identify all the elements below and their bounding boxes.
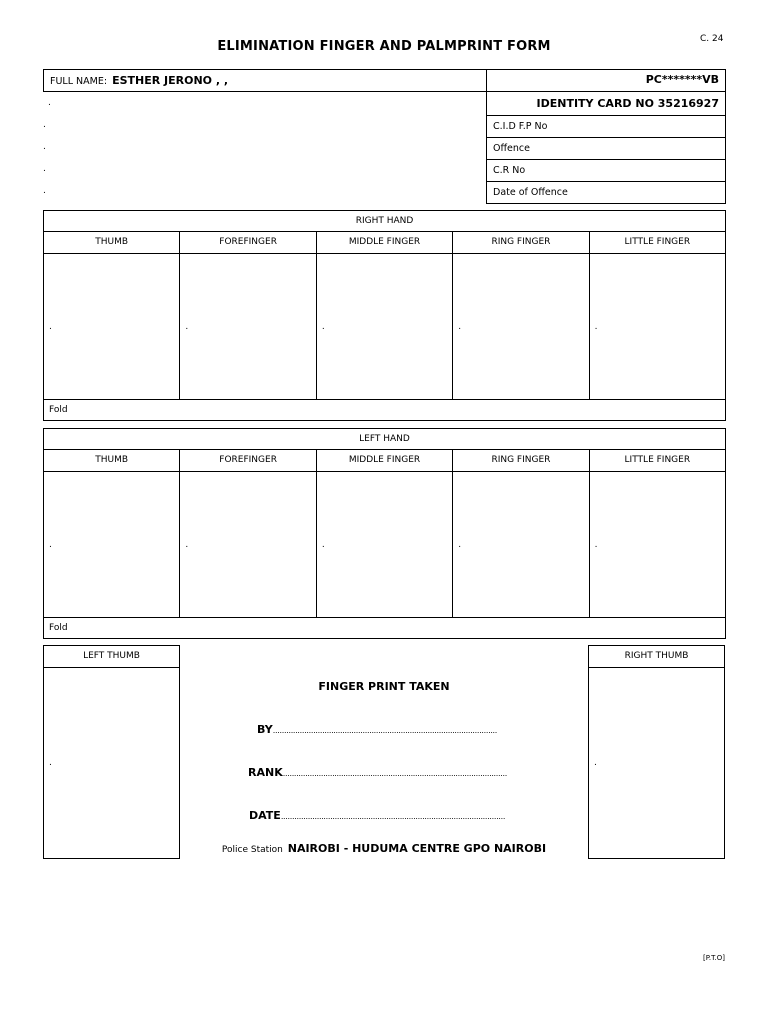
- offence-field: Offence: [486, 138, 726, 160]
- left-hand-title: LEFT HAND: [44, 429, 725, 450]
- by-dots: ....................................................................................................: [272, 726, 498, 735]
- blank-mark: .: [458, 322, 462, 332]
- full-name-field: [43, 69, 487, 92]
- date-of-offence-field: Date of Offence: [486, 182, 726, 204]
- left-hand-table: [43, 428, 726, 639]
- print-cell-right-thumb: [44, 254, 180, 399]
- police-station-label: Police Station: [221, 845, 283, 855]
- blank-mark: .: [185, 322, 189, 332]
- print-cell-left-middle-finger: [317, 472, 453, 617]
- date-label: DATE: [249, 809, 281, 822]
- print-cell-right-ring-finger: [453, 254, 589, 399]
- finger-print-taken-heading: FINGER PRINT TAKEN: [318, 680, 450, 693]
- print-cell-left-little-finger: [590, 472, 725, 617]
- form-title: ELIMINATION FINGER AND PALMPRINT FORM: [217, 39, 551, 54]
- blank-mark: .: [458, 540, 462, 550]
- column-ring-finger: RING FINGER: [453, 232, 589, 253]
- right-thumb-box: [588, 645, 725, 859]
- left-thumb-title: LEFT THUMB: [44, 646, 179, 668]
- print-cell-right-little-finger: [590, 254, 725, 399]
- blank-mark: .: [48, 98, 51, 108]
- left-thumb-box: [43, 645, 180, 859]
- pc-number: PC*******VB: [486, 69, 726, 92]
- blank-mark: .: [594, 758, 597, 768]
- police-station-field: [180, 842, 588, 855]
- rank-dots: ....................................................................................................: [282, 769, 508, 778]
- by-label: BY: [257, 723, 273, 736]
- blank-mark: .: [43, 120, 46, 130]
- rank-label: RANK: [248, 766, 283, 779]
- print-cell-right-forefinger: [180, 254, 316, 399]
- column-little-finger: LITTLE FINGER: [624, 455, 691, 465]
- print-cell-left-forefinger: [180, 472, 316, 617]
- right-hand-table: [43, 210, 726, 421]
- print-cell-left-ring-finger: [453, 472, 589, 617]
- date-dots: ....................................................................................................: [280, 812, 506, 821]
- blank-mark: .: [49, 540, 52, 550]
- police-station-value: NAIROBI - HUDUMA CENTRE GPO NAIROBI: [287, 842, 547, 855]
- date-line: [249, 809, 505, 822]
- left-hand-print-cells: [44, 472, 725, 618]
- column-thumb: THUMB: [44, 232, 180, 253]
- column-little-finger: LITTLE FINGER: [624, 237, 691, 247]
- column-forefinger: FOREFINGER: [180, 232, 316, 253]
- blank-mark: .: [594, 322, 598, 332]
- column-forefinger: FOREFINGER: [180, 450, 316, 471]
- blank-mark: .: [49, 322, 52, 332]
- right-thumb-title: RIGHT THUMB: [589, 646, 724, 668]
- column-middle-finger: MIDDLE FINGER: [317, 232, 453, 253]
- full-name-value: ESTHER JERONO , ,: [112, 74, 229, 87]
- rank-line: [248, 766, 507, 779]
- column-middle-finger: MIDDLE FINGER: [317, 450, 453, 471]
- blank-mark: .: [49, 758, 52, 768]
- blank-mark: .: [43, 142, 46, 152]
- print-cell-right-middle-finger: [317, 254, 453, 399]
- cr-no-field: C.R No: [486, 160, 726, 182]
- blank-mark: .: [321, 540, 325, 550]
- left-hand-columns: [44, 450, 725, 472]
- blank-mark: .: [43, 164, 46, 174]
- column-thumb: THUMB: [44, 450, 180, 471]
- blank-mark: .: [594, 540, 598, 550]
- by-line: [257, 723, 497, 736]
- print-cell-left-thumb: [44, 472, 180, 617]
- column-ring-finger: RING FINGER: [453, 450, 589, 471]
- form-code: C. 24: [700, 34, 724, 44]
- cid-fp-no-field: C.I.D F.P No: [486, 116, 726, 138]
- blank-mark: .: [321, 322, 325, 332]
- right-hand-fold: Fold: [49, 405, 68, 415]
- right-hand-columns: [44, 232, 725, 254]
- blank-mark: .: [43, 186, 46, 196]
- left-hand-fold: Fold: [49, 623, 68, 633]
- pto-note: [P.T.O]: [703, 954, 725, 962]
- full-name-label: FULL NAME:: [50, 76, 108, 87]
- identity-card-number: IDENTITY CARD NO 35216927: [486, 92, 726, 116]
- blank-mark: .: [185, 540, 189, 550]
- right-hand-print-cells: [44, 254, 725, 400]
- right-hand-title: RIGHT HAND: [44, 211, 725, 232]
